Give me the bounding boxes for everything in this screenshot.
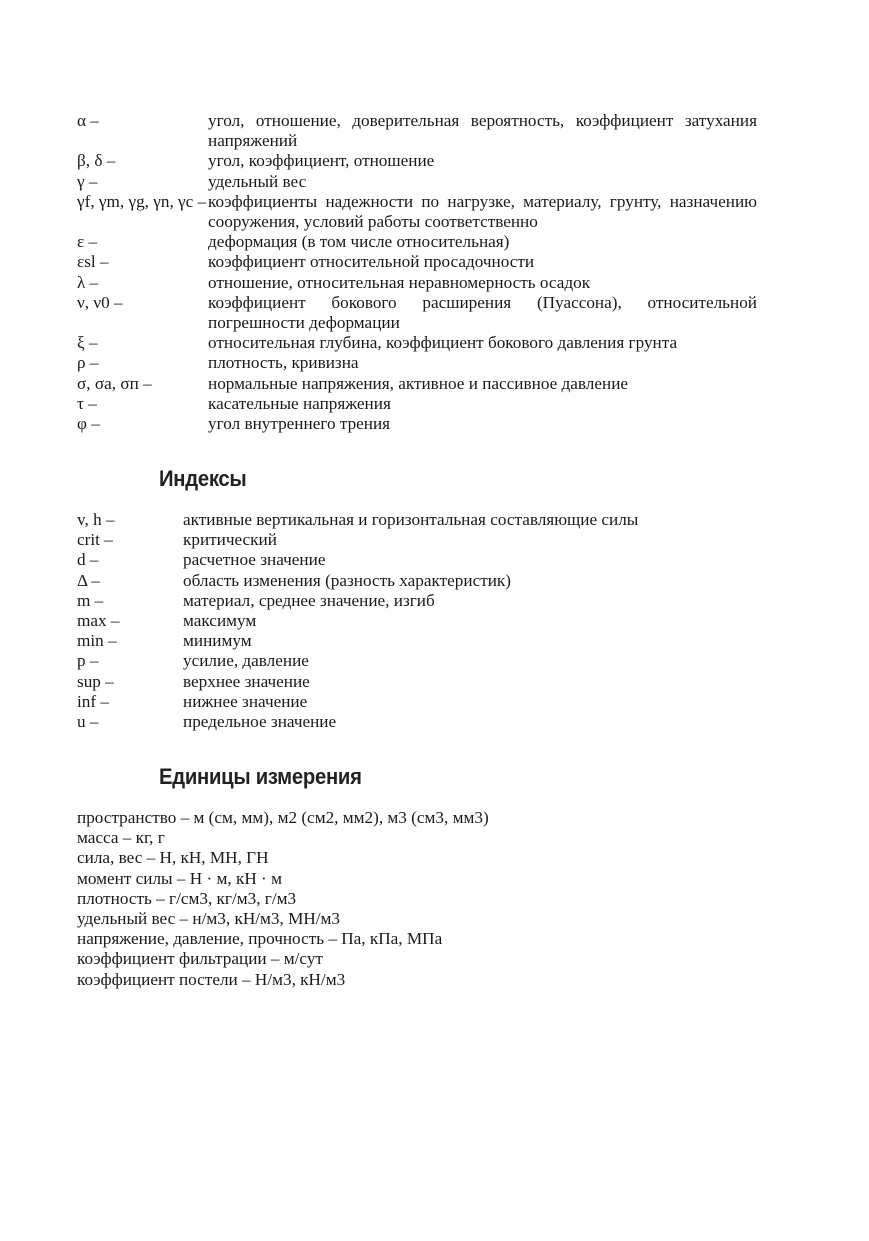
symbol-row xyxy=(77,232,757,252)
unit-line: пространство – м (см, мм), м2 (см2, мм2), м3 (см3, мм3) xyxy=(77,808,489,827)
symbol-description: коэффициент относительной просадочности xyxy=(208,252,535,272)
index-term: inf – xyxy=(77,691,109,711)
symbol-description: удельный вес xyxy=(208,171,307,191)
index-term: v, h – xyxy=(77,510,115,529)
index-row xyxy=(77,611,757,631)
index-row xyxy=(77,651,757,671)
index-description: расчетное значение xyxy=(183,550,326,570)
index-row xyxy=(77,631,757,651)
symbol-term: φ – xyxy=(77,414,100,434)
symbol-row xyxy=(77,333,757,353)
unit-line: коэффициент фильтрации – м/сут xyxy=(77,949,323,969)
index-description: предельное значение xyxy=(183,712,337,732)
symbol-row xyxy=(77,252,757,272)
index-term: Δ – xyxy=(77,570,100,590)
symbol-term: ξ – xyxy=(77,333,98,353)
unit-line: удельный вес – н/м3, кН/м3, МН/м3 xyxy=(77,909,341,929)
unit-line: коэффициент постели – Н/м3, кН/м3 xyxy=(77,969,346,989)
symbol-term: ν, ν0 – xyxy=(77,292,123,312)
index-description: нижнее значение xyxy=(183,691,308,711)
index-row xyxy=(77,510,757,530)
indices-heading: Индексы xyxy=(159,466,247,491)
symbol-row xyxy=(77,293,757,333)
symbol-row xyxy=(77,353,757,373)
index-description: максимум xyxy=(183,611,257,631)
index-row xyxy=(77,692,757,712)
symbol-term: τ – xyxy=(77,393,97,413)
symbol-row xyxy=(77,374,757,394)
index-description: критический xyxy=(183,530,277,550)
index-row xyxy=(77,712,757,732)
units-list xyxy=(77,808,757,990)
index-description: верхнее значение xyxy=(183,671,310,691)
symbol-term: ρ – xyxy=(77,353,99,373)
symbol-description: коэффициенты надежности по нагрузке, материалу, грунту, назначению сооружения, условий работы соответственно xyxy=(208,191,757,232)
index-description: активные вертикальная и горизонтальная составляющие силы xyxy=(183,510,639,529)
symbol-term: β, δ – xyxy=(77,151,116,171)
symbol-description: касательные напряжения xyxy=(208,393,391,413)
symbol-term: εsl – xyxy=(77,252,109,272)
units-heading: Единицы измерения xyxy=(159,764,362,789)
unit-line: сила, вес – Н, кН, МН, ГН xyxy=(77,848,269,868)
symbol-row xyxy=(77,151,757,171)
index-term: p – xyxy=(77,651,99,671)
index-row xyxy=(77,672,757,692)
symbol-row xyxy=(77,111,757,151)
index-description: материал, среднее значение, изгиб xyxy=(183,590,435,610)
symbols-list xyxy=(77,111,757,434)
symbol-description: плотность, кривизна xyxy=(208,353,359,373)
symbol-row xyxy=(77,414,757,434)
symbol-term: λ – xyxy=(77,272,99,292)
symbol-description: коэффициент бокового расширения (Пуассона), относительной погрешности деформации xyxy=(208,292,757,333)
index-description: усилие, давление xyxy=(183,651,309,671)
index-term: min – xyxy=(77,631,117,651)
indices-list xyxy=(77,510,757,732)
symbol-description: угол внутреннего трения xyxy=(208,414,391,434)
index-description: область изменения (разность характеристик) xyxy=(183,570,511,590)
symbol-row xyxy=(77,394,757,414)
symbol-term: γf, γm, γg, γn, γc – xyxy=(77,191,207,211)
symbol-description: деформация (в том числе относительная) xyxy=(208,232,510,252)
index-term: crit – xyxy=(77,530,113,550)
index-row xyxy=(77,530,757,550)
symbol-description: отношение, относительная неравномерность осадок xyxy=(208,272,591,292)
symbol-description: угол, отношение, доверительная вероятность, коэффициент затухания напряжений xyxy=(208,111,757,151)
index-description: минимум xyxy=(183,631,252,651)
symbol-description: нормальные напряжения, активное и пассивное давление xyxy=(208,373,629,393)
index-term: sup – xyxy=(77,671,114,691)
unit-line: момент силы – Н · м, кН · м xyxy=(77,868,282,888)
index-row xyxy=(77,591,757,611)
symbol-row xyxy=(77,192,757,232)
index-term: m – xyxy=(77,590,104,610)
symbol-term: σ, σa, σп – xyxy=(77,373,152,393)
unit-line: масса – кг, г xyxy=(77,828,165,848)
index-row xyxy=(77,550,757,570)
symbol-row xyxy=(77,273,757,293)
symbol-description: угол, коэффициент, отношение xyxy=(208,151,435,171)
unit-line: плотность – г/см3, кг/м3, г/м3 xyxy=(77,888,297,908)
unit-line: напряжение, давление, прочность – Па, кПа, МПа xyxy=(77,929,443,949)
index-row xyxy=(77,571,757,591)
symbol-term: γ – xyxy=(77,171,98,191)
index-term: max – xyxy=(77,611,120,631)
symbol-term: ε – xyxy=(77,232,98,252)
index-term: u – xyxy=(77,712,99,732)
symbol-row xyxy=(77,172,757,192)
symbol-term: α – xyxy=(77,111,99,130)
symbol-description: относительная глубина, коэффициент бокового давления грунта xyxy=(208,333,678,353)
index-term: d – xyxy=(77,550,99,570)
